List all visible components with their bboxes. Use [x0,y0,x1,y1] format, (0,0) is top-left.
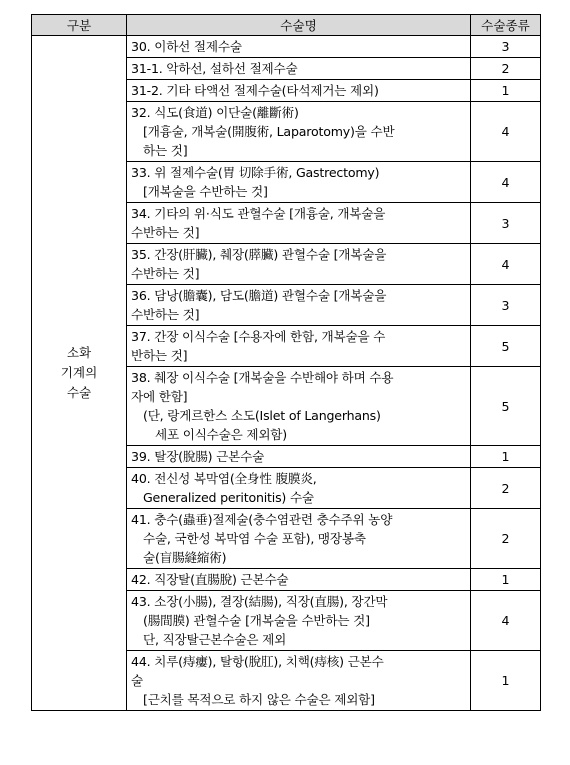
surgery-name-line: 반하는 것] [131,348,188,363]
surgery-name-line: 단, 직장탈근본수술은 제외 [143,632,287,647]
surgery-name-cell [127,468,471,509]
surgery-name-cell [127,591,471,651]
header-surgery-type: 수술종류 [471,15,541,36]
surgery-type-cell: 1 [471,569,541,591]
surgery-name-cell [127,285,471,326]
surgery-name-cell [127,446,471,468]
surgery-type-cell: 4 [471,162,541,203]
surgery-table [31,14,541,711]
surgery-name-line: 하는 것] [143,143,188,158]
surgery-type-cell: 3 [471,285,541,326]
surgery-name-line: 31-2. 기타 타액선 절제수술(타석제거는 제외) [131,83,379,98]
surgery-name-cell [127,569,471,591]
surgery-name-line: (단, 랑게르한스 소도(Islet of Langerhans) [143,408,381,423]
surgery-name-line: 수반하는 것] [131,225,200,240]
surgery-type-cell: 2 [471,509,541,569]
surgery-name-line: 수술, 국한성 복막염 수술 포함), 맹장봉축 [143,531,366,546]
surgery-name-line: 자에 한함] [131,389,188,404]
surgery-name-line: 44. 치루(痔瘻), 탈항(脫肛), 치핵(痔核) 근본수 [131,654,384,669]
surgery-type-cell: 1 [471,651,541,711]
surgery-name-line: 36. 담낭(膽囊), 담도(膽道) 관혈수술 [개복술을 [131,288,387,303]
surgery-name-cell [127,367,471,446]
category-label-line: 기계의 [60,365,98,380]
surgery-name-line: [개흉술, 개복술(開腹術, Laparotomy)을 수반 [143,124,395,139]
surgery-type-cell: 4 [471,244,541,285]
surgery-type-cell: 1 [471,80,541,102]
surgery-name-line: 술 [131,673,143,688]
header-surgery-name: 수술명 [127,15,471,36]
surgery-type-cell: 4 [471,591,541,651]
surgery-type-cell: 1 [471,446,541,468]
surgery-name-cell [127,102,471,162]
surgery-name-cell [127,80,471,102]
surgery-name-cell [127,162,471,203]
surgery-type-cell: 5 [471,326,541,367]
surgery-type-cell: 2 [471,58,541,80]
surgery-name-line: 32. 식도(食道) 이단술(離斷術) [131,105,299,120]
surgery-name-line: 34. 기타의 위·식도 관혈수술 [개흉술, 개복술을 [131,206,386,221]
surgery-name-line: 술(盲腸縫縮術) [143,550,227,565]
surgery-name-line: Generalized peritonitis) 수술 [143,490,314,505]
surgery-name-line: 38. 췌장 이식수술 [개복술을 수반해야 하며 수용 [131,370,394,385]
surgery-name-line: 33. 위 절제수술(胃 切除手術, Gastrectomy) [131,165,380,180]
surgery-name-line: (腸間膜) 관혈수술 [개복술을 수반하는 것] [143,613,370,628]
surgery-type-cell: 3 [471,203,541,244]
surgery-name-line: 수반하는 것] [131,266,200,281]
header-row [32,15,541,36]
surgery-name-cell [127,326,471,367]
surgery-name-line: 37. 간장 이식수술 [수용자에 한함, 개복술을 수 [131,329,386,344]
surgery-type-cell: 2 [471,468,541,509]
surgery-name-line: [근치를 목적으로 하지 않은 수술은 제외함] [143,692,375,707]
surgery-name-cell [127,651,471,711]
surgery-type-cell: 5 [471,367,541,446]
surgery-type-cell: 4 [471,102,541,162]
surgery-name-cell [127,203,471,244]
surgery-name-line: 40. 전신성 복막염(全身性 腹膜炎, [131,471,317,486]
surgery-name-line: 42. 직장탈(直腸脫) 근본수술 [131,572,289,587]
table-row [32,36,541,58]
surgery-type-cell: 3 [471,36,541,58]
category-label-line: 수술 [66,385,92,400]
surgery-name-cell [127,509,471,569]
surgery-name-line: 41. 충수(蟲垂)절제술(충수염관련 충수주위 농양 [131,512,393,527]
surgery-name-line: 43. 소장(小腸), 결장(結腸), 직장(直腸), 장간막 [131,594,388,609]
surgery-name-line: 35. 간장(肝臟), 췌장(膵臟) 관혈수술 [개복술을 [131,247,387,262]
surgery-name-line: 31-1. 악하선, 설하선 절제수술 [131,61,298,76]
surgery-name-line: 30. 이하선 절제수술 [131,39,242,54]
header-category: 구분 [32,15,127,36]
surgery-name-line: 수반하는 것] [131,307,200,322]
surgery-name-cell [127,244,471,285]
category-label-line: 소화 [66,345,92,360]
surgery-name-line: 세포 이식수술은 제외함) [155,427,287,442]
category-cell [32,36,127,711]
surgery-name-cell [127,58,471,80]
surgery-name-cell [127,36,471,58]
surgery-name-line: [개복술을 수반하는 것] [143,184,268,199]
surgery-name-line: 39. 탈장(脫腸) 근본수술 [131,449,265,464]
